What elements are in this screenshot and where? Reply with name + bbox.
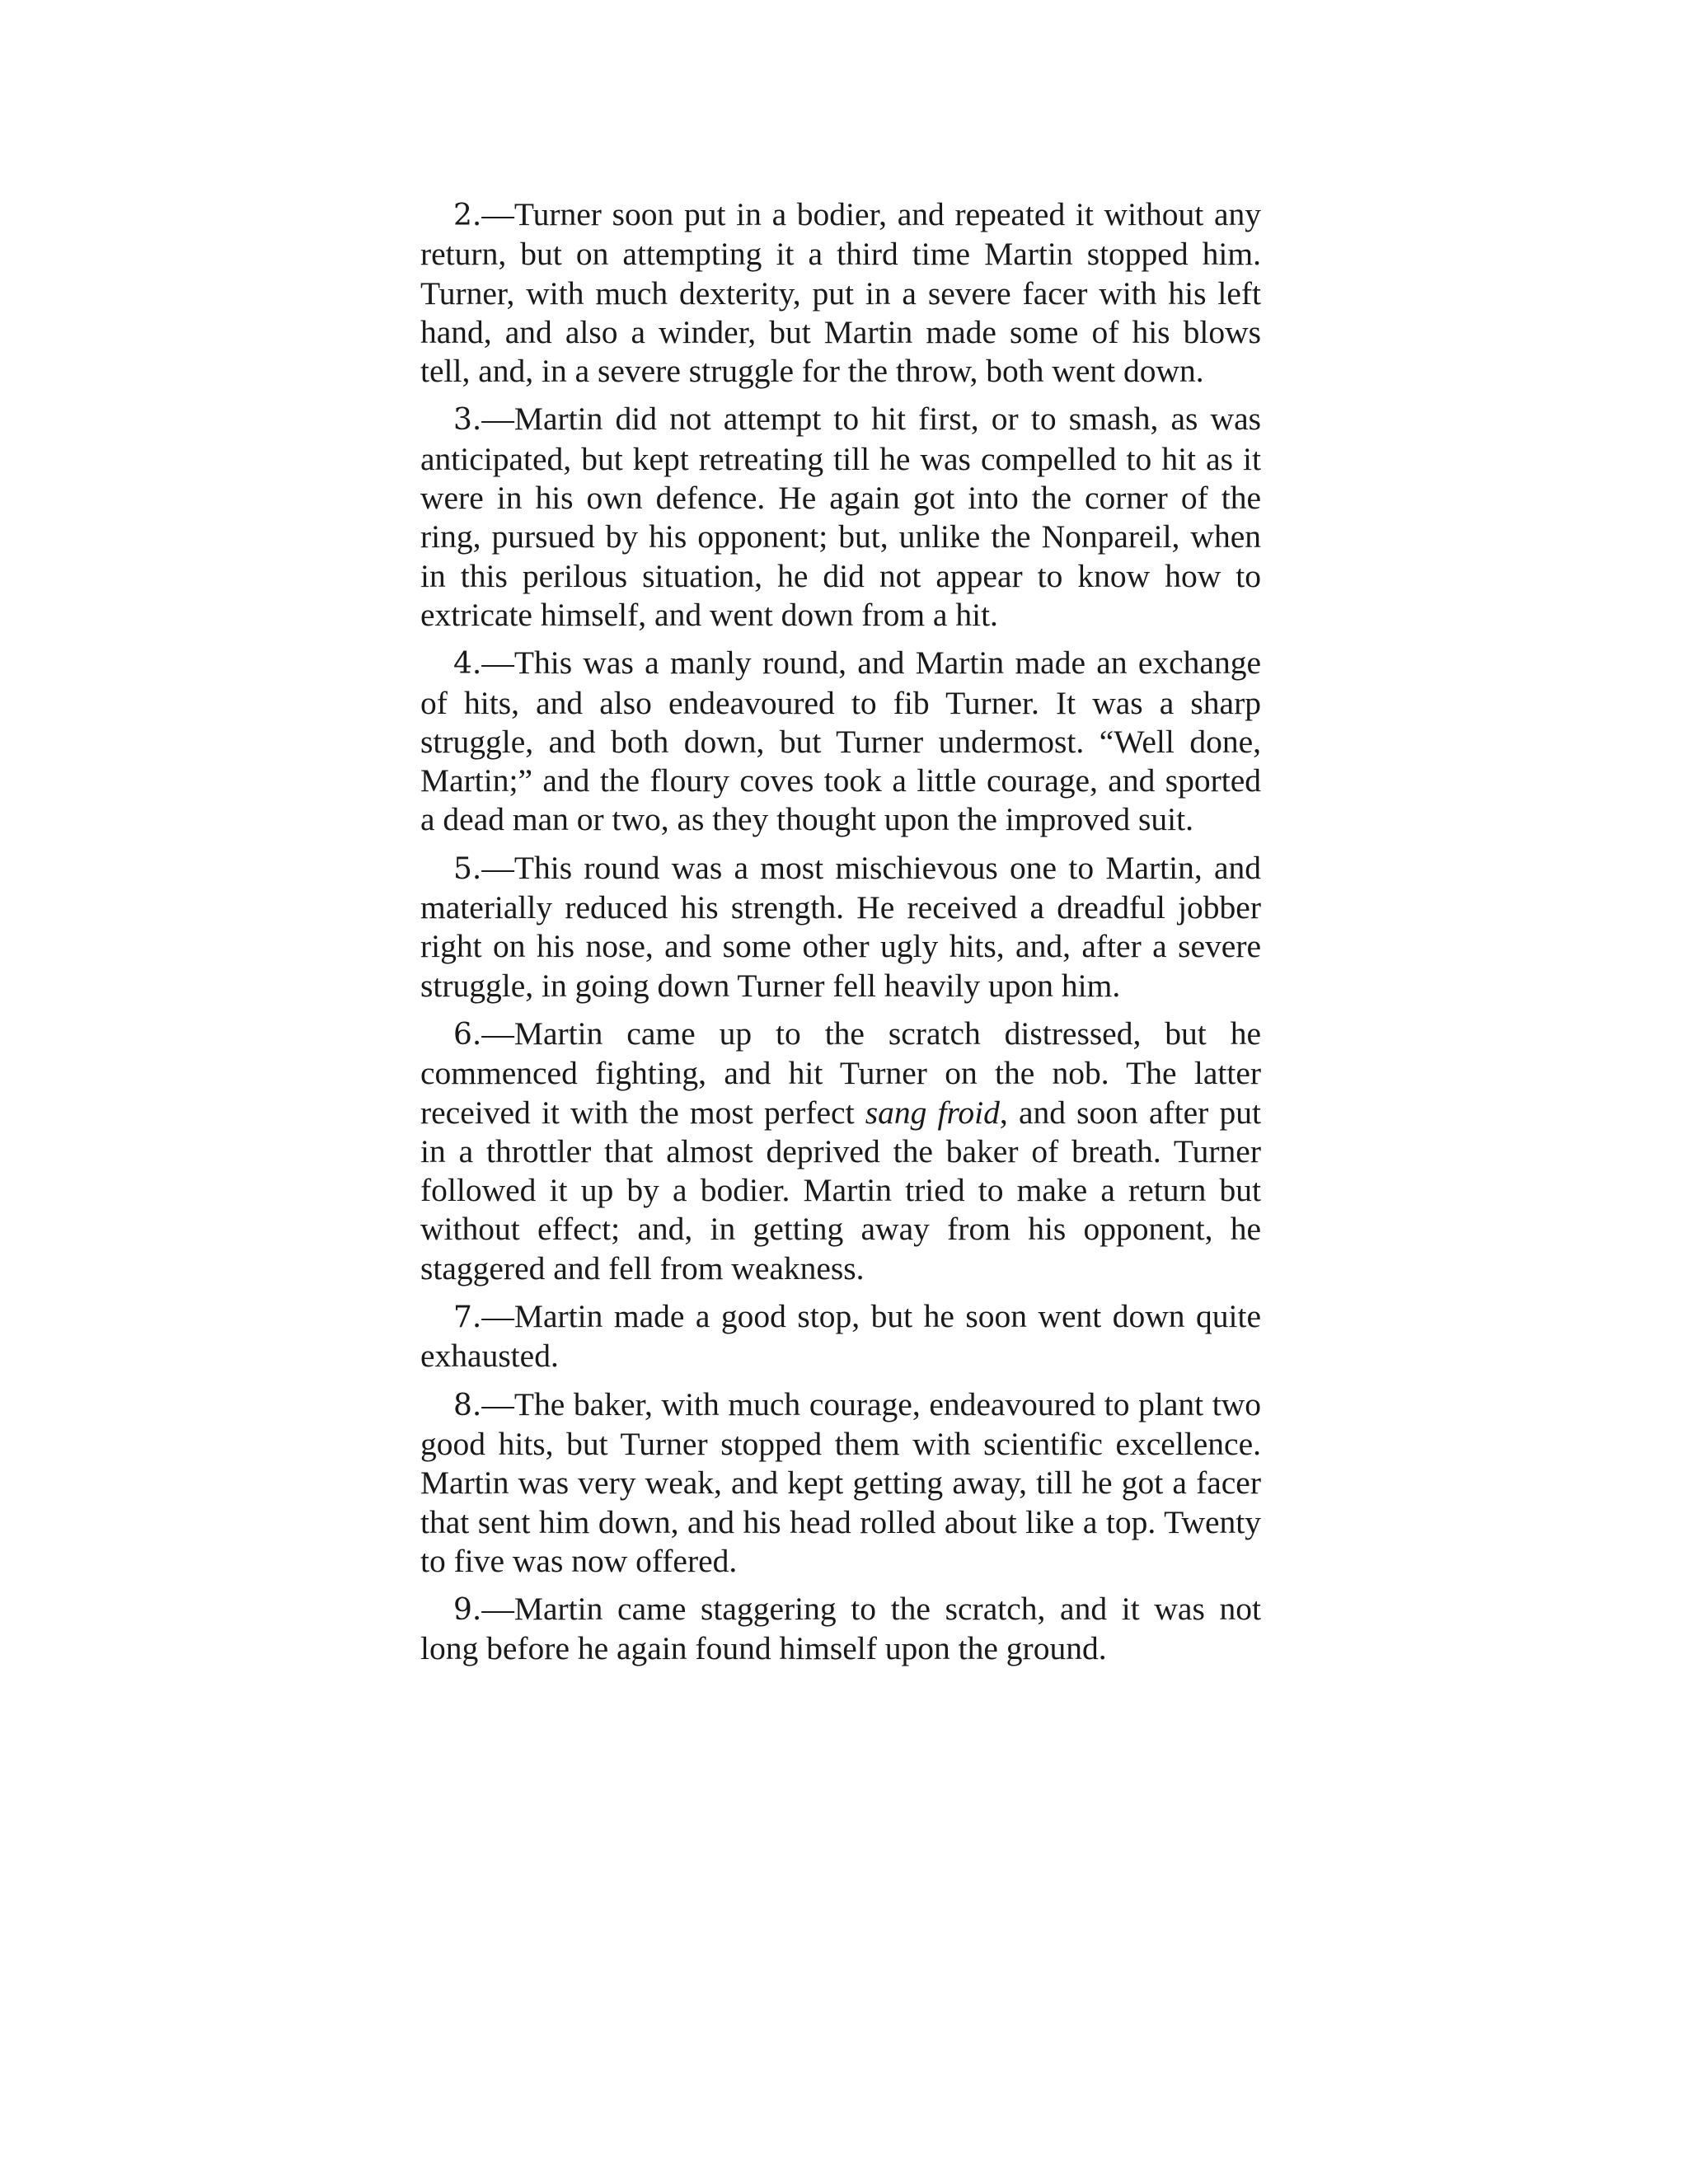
round-text: —Turner soon put in a bodier, and repeated it without any return, but on attempting it a third time Martin stopped him. Turner, with much dexterity, put in a severe facer with his left hand, and also a winder, but Martin made some of his blows tell, and, in a severe struggle for the throw, both went down. bbox=[420, 196, 1261, 390]
round-paragraph-5 bbox=[420, 849, 1261, 1005]
round-text: —This round was a most mischievous one to Martin, and materially reduced his strength. He received a dreadful jobber right on his nose, and some other ugly hits, and, after a severe struggle, in going down Turner fell heavily upon him. bbox=[420, 849, 1261, 1004]
italic-phrase: sang froid bbox=[865, 1094, 1000, 1131]
round-text: —Martin made a good stop, but he soon went down quite exhausted. bbox=[420, 1298, 1261, 1375]
round-paragraph-4 bbox=[420, 644, 1261, 839]
round-number: 4. bbox=[453, 647, 482, 682]
round-number: 2. bbox=[453, 199, 482, 232]
round-number: 8. bbox=[453, 1388, 482, 1422]
round-paragraph-2 bbox=[420, 195, 1261, 391]
round-text: —The baker, with much courage, endeavoured to plant two good hits, but Turner stopped them with scientific excellence. Martin was very weak, and kept getting away, till he got a facer that sent him down, and his head rolled about like a top. Twenty to five was now offered. bbox=[420, 1385, 1261, 1579]
round-number: 5. bbox=[453, 851, 482, 886]
round-number: 9. bbox=[453, 1593, 482, 1628]
round-text-after-italic: , and soon after put in a throttler that almost deprived the baker of breath. Turner followed it up by a bodier. Martin tried to make a return but without effect; and, in getting away from his opponent, he staggered and fell from weakness. bbox=[420, 1094, 1261, 1286]
round-paragraph-3 bbox=[420, 400, 1261, 635]
round-paragraph-8 bbox=[420, 1385, 1261, 1581]
body-text bbox=[420, 195, 1261, 1678]
round-number: 6. bbox=[453, 1017, 482, 1052]
round-text: —Martin did not attempt to hit first, or to smash, as was anticipated, but kept retreating till he was compelled to hit as it were in his own defence. He again got into the corner of the ring, pursued by his opponent; but, unlike the Nonpareil, when in this perilous situation, he did not appear to know how to extricate himself, and went down from a hit. bbox=[420, 401, 1261, 633]
round-number: 3. bbox=[453, 403, 482, 438]
round-text: —Martin came staggering to the scratch, and it was not long before he again found himself upon the ground. bbox=[420, 1591, 1261, 1667]
round-text-before-italic: —Martin came up to the scratch distressed, but he commenced fighting, and hit Turner on the nob. The latter received it with the most perfect bbox=[420, 1015, 1261, 1131]
round-number: 7. bbox=[453, 1301, 482, 1335]
round-paragraph-7 bbox=[420, 1297, 1261, 1376]
round-paragraph-6 bbox=[420, 1015, 1261, 1288]
round-text: —This was a manly round, and Martin made an exchange of hits, and also endeavoured to fib Turner. It was a sharp struggle, and both down, but Turner undermost. “Well done, Martin;” and the floury coves took a little courage, and sported a dead man or two, as they thought upon the improved suit. bbox=[420, 644, 1261, 838]
round-paragraph-9 bbox=[420, 1590, 1261, 1669]
